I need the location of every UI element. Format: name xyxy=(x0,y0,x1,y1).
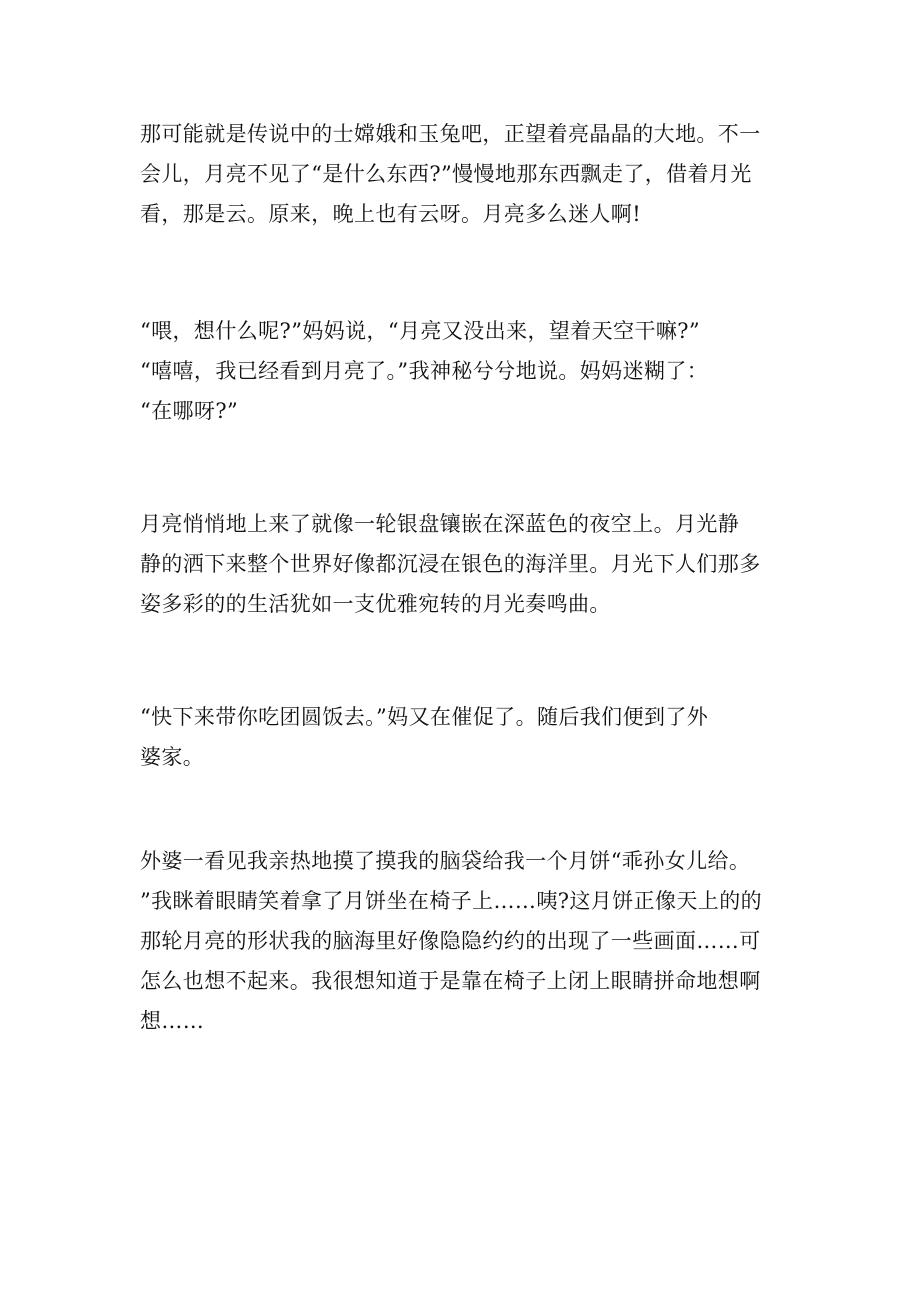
text-line: “在哪呀?” xyxy=(140,399,239,423)
text-line: “快下来带你吃团圆饭去。”妈又在催促了。随后我们便到了外 xyxy=(140,705,709,729)
text-line: 会儿，月亮不见了“是什么东西?”慢慢地那东西飘走了，借着月光 xyxy=(140,162,752,186)
text-line: 静的洒下来整个世界好像都沉浸在银色的海洋里。月光下人们那多 xyxy=(140,552,761,576)
paragraph xyxy=(140,504,800,624)
text-line: 外婆一看见我亲热地摸了摸我的脑袋给我一个月饼“乖孙女儿给。 xyxy=(140,849,751,873)
paragraph xyxy=(140,841,800,1041)
text-line: 看，那是云。原来，晚上也有云呀。月亮多么迷人啊! xyxy=(140,202,642,226)
text-line: 月亮悄悄地上来了就像一轮银盘镶嵌在深蓝色的夜空上。月光静 xyxy=(140,512,740,536)
text-line: 姿多彩的的生活犹如一支优雅宛转的月光奏鸣曲。 xyxy=(140,592,611,616)
text-line: 怎么也想不起来。我很想知道于是靠在椅子上闭上眼睛拼命地想啊 xyxy=(140,969,761,993)
paragraph xyxy=(140,697,800,777)
text-line: ”我眯着眼睛笑着拿了月饼坐在椅子上……咦?这月饼正像天上的的 xyxy=(140,889,762,913)
text-line: 那轮月亮的形状我的脑海里好像隐隐约约的出现了一些画面……可 xyxy=(140,929,761,953)
paragraph xyxy=(140,311,800,431)
text-line: “喂，想什么呢?”妈妈说，“月亮又没出来，望着天空干嘛?” xyxy=(140,319,701,343)
text-line: 想…… xyxy=(140,1009,205,1033)
paragraph xyxy=(140,114,800,234)
text-line: 那可能就是传说中的士嫦娥和玉兔吧，正望着亮晶晶的大地。不一 xyxy=(140,122,761,146)
text-line: 婆家。 xyxy=(140,745,205,769)
text-line: “嘻嘻，我已经看到月亮了。”我神秘兮兮地说。妈妈迷糊了： xyxy=(140,359,709,383)
